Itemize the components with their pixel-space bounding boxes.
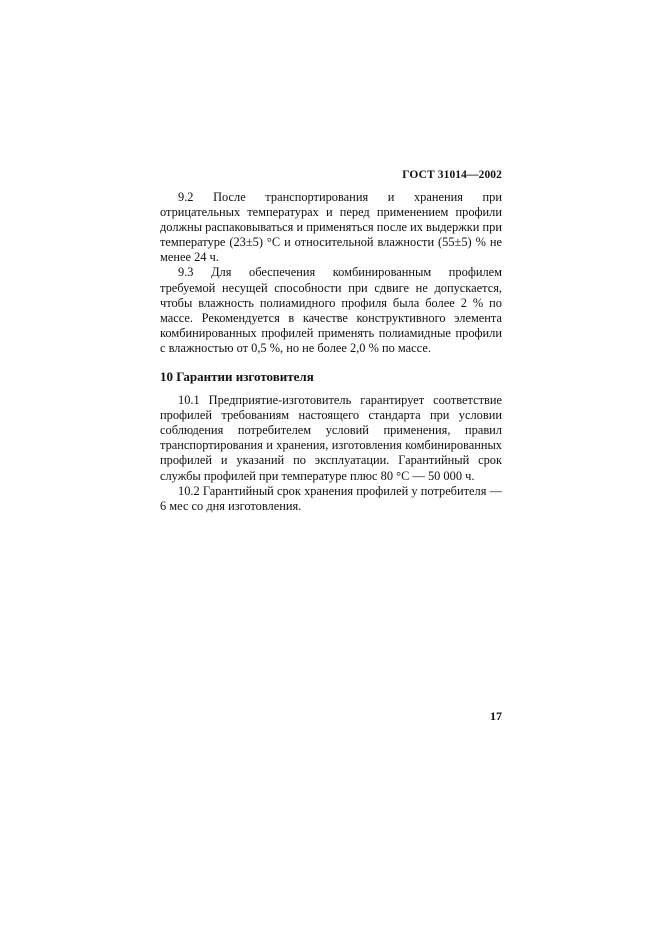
- page-content: [160, 190, 502, 514]
- paragraph-9-3: 9.3 Для обеспечения комбинированным профилем требуемой несущей способности при сдвиге не допускается, чтобы влажность полиамидного профиля была более 2 % по массе. Рекомендуется в качестве конструктивного элемента комбинированных профилей применять полиамидные профили с влажностью от 0,5 %, но не более 2,0 % по массе.: [160, 265, 502, 355]
- standard-designation: ГОСТ 31014—2002: [402, 169, 502, 181]
- page-number: 17: [490, 709, 502, 723]
- paragraph-10-2: 10.2 Гарантийный срок хранения профилей у потребителя — 6 мес со дня изготовления.: [160, 483, 502, 513]
- section-10-title: 10 Гарантии изготовителя: [160, 369, 314, 385]
- paragraph-10-1: 10.1 Предприятие-изготовитель гарантирует соответствие профилей требованиям настоящего стандарта при условии соблюдения потребителем условий применения, правил транспортирования и хранения, изготовления комбинированных профилей и указаний по эксплуатации. Гарантийный срок службы профилей при температуре плюс 80 °С — 50 000 ч.: [160, 393, 502, 483]
- paragraph-9-2: 9.2 После транспортирования и хранения при отрицательных температурах и перед применением профили должны распаковываться и применяться после их выдержки при температуре (23±5) °С и относительной влажности (55±5) % не менее 24 ч.: [160, 190, 502, 265]
